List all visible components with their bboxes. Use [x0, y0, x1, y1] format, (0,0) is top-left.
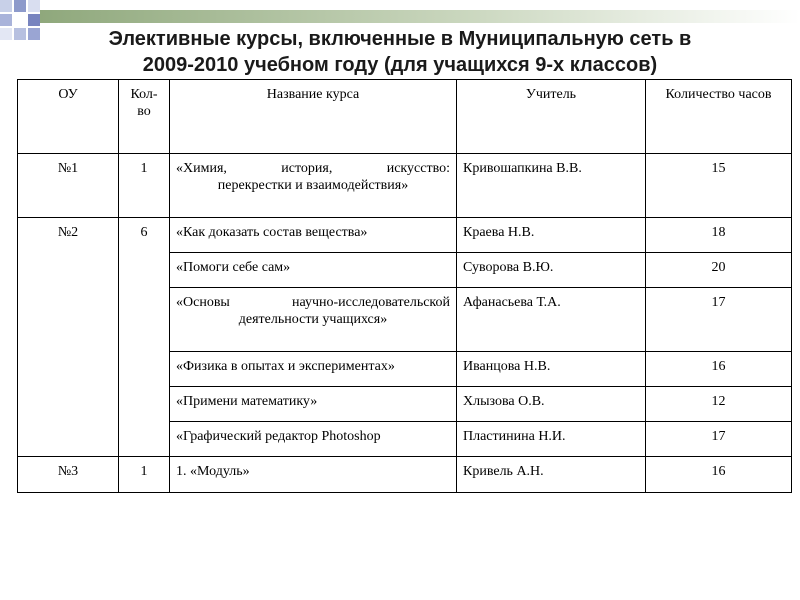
cell-hours: 15 — [646, 154, 792, 218]
cell-hours: 20 — [646, 253, 792, 288]
cell-course-line: «Химия, история, искусство: — [176, 161, 450, 176]
cell-course: «Графический редактор Photoshop — [170, 422, 457, 457]
decorative-square — [0, 14, 12, 26]
cell-hours: 16 — [646, 352, 792, 387]
column-header-course: Название курса — [170, 80, 457, 154]
cell-course: 1. «Модуль» — [170, 457, 457, 493]
cell-count: 1 — [119, 457, 170, 493]
cell-ou: №3 — [18, 457, 119, 493]
cell-course-line: перекрестки и взаимодействия» — [217, 178, 409, 193]
table-row — [18, 457, 792, 493]
cell-teacher: Иванцова Н.В. — [457, 352, 646, 387]
column-header-ou: ОУ — [18, 80, 119, 154]
table-header-row — [18, 80, 792, 154]
cell-course — [170, 154, 457, 218]
table-row — [18, 154, 792, 218]
cell-teacher: Хлызова О.В. — [457, 387, 646, 422]
column-header-teacher: Учитель — [457, 80, 646, 154]
cell-hours: 18 — [646, 218, 792, 253]
cell-course-line: «Основы научно-исследовательской — [176, 295, 450, 310]
cell-ou: №1 — [18, 154, 119, 218]
cell-hours: 17 — [646, 422, 792, 457]
table-row — [18, 218, 792, 253]
cell-teacher: Суворова В.Ю. — [457, 253, 646, 288]
slide-title-line: Элективные курсы, включенные в Муниципальную сеть в — [108, 28, 692, 50]
cell-teacher: Кривошапкина В.В. — [457, 154, 646, 218]
column-header-hours: Количество часов — [646, 80, 792, 154]
cell-course-line: деятельности учащихся» — [238, 312, 388, 327]
decorative-square — [14, 28, 26, 40]
slide-title — [40, 26, 760, 78]
cell-course: «Примени математику» — [170, 387, 457, 422]
column-header-count-line: Кол- — [130, 87, 158, 102]
decorative-square — [28, 28, 40, 40]
cell-teacher: Афанасьева Т.А. — [457, 288, 646, 352]
cell-hours: 12 — [646, 387, 792, 422]
decorative-square — [28, 0, 40, 12]
decorative-square — [0, 0, 12, 12]
cell-teacher: Краева Н.В. — [457, 218, 646, 253]
cell-hours: 17 — [646, 288, 792, 352]
cell-teacher: Кривель А.Н. — [457, 457, 646, 493]
decorative-square — [14, 0, 26, 12]
decorative-square — [28, 14, 40, 26]
cell-course: «Как доказать состав вещества» — [170, 218, 457, 253]
column-header-count — [119, 80, 170, 154]
cell-count: 6 — [119, 218, 170, 457]
cell-count: 1 — [119, 154, 170, 218]
decorative-gradient-bar — [40, 10, 800, 23]
cell-course: «Помоги себе сам» — [170, 253, 457, 288]
column-header-count-line: во — [137, 104, 151, 119]
elective-courses-table — [17, 79, 792, 493]
cell-course — [170, 288, 457, 352]
slide-title-line: 2009-2010 учебном году (для учащихся 9-х классов) — [142, 54, 658, 76]
decorative-square — [0, 28, 12, 40]
cell-course: «Физика в опытах и экспериментах» — [170, 352, 457, 387]
cell-hours: 16 — [646, 457, 792, 493]
cell-ou: №2 — [18, 218, 119, 457]
cell-teacher: Пластинина Н.И. — [457, 422, 646, 457]
decorative-square — [14, 14, 26, 26]
